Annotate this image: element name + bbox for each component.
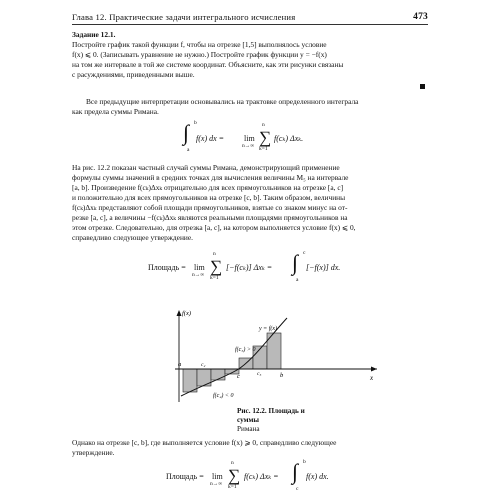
integral-lower-limit: a (187, 147, 190, 153)
para2-line-7: этом отрезке. Следовательно, для отрезка [a, c], на котором выполняется условие f(x) ⩽ 0, (72, 223, 356, 232)
riemann-rect-1 (183, 369, 197, 392)
eq3-label: Площадь = (166, 472, 204, 481)
para2-line-2: формулы суммы значений в средних точках для вычисления величины M₅ на интервале (72, 173, 349, 182)
tick-b-label: b (280, 372, 284, 379)
task-line-2: f(x) ⩽ 0. (Записывать уравнение не нужно.) Постройте график функции y = −f(x) (72, 50, 327, 59)
eq3-sum-bottom: k=1 (228, 484, 237, 490)
integral-upper-limit: b (194, 120, 197, 126)
task-title: Задание 12.1. (72, 30, 116, 39)
eq1-rhs: f(cₖ) Δxₖ. (274, 134, 304, 143)
para2-line-5: f(cₖ)Δxₖ представляют собой площади прямоугольников, взятые со знаком минус на от- (72, 203, 348, 212)
eq3-body: f(cₖ) Δxₖ = (244, 472, 279, 481)
eq1-sum-top: n (262, 122, 265, 128)
y-axis-arrow (177, 310, 182, 316)
eq2-sum-bottom: k=1 (210, 275, 219, 281)
positive-value-label: f(c₅) > 0 (235, 347, 256, 353)
para1-line-2: как предела суммы Римана. (72, 107, 159, 116)
sigma-sign: ∑ (210, 257, 223, 276)
eq3-lim-sub: n→∞ (210, 481, 223, 487)
task-line-3: на том же интервале в той же системе координат. Объясните, как эти рисунки связаны (72, 60, 344, 69)
eq3-int-bottom: c (296, 486, 299, 492)
running-header (72, 12, 428, 22)
eq2-lim-sub: n→∞ (192, 272, 205, 278)
y-axis-label: f(x) (182, 310, 192, 317)
eq1-lhs: f(x) dx = (196, 134, 225, 143)
sigma-sign: ∑ (228, 466, 241, 485)
tick-a-label: a (178, 361, 182, 368)
curve-label: y = f(x) (259, 326, 278, 332)
para2-line-1: На рис. 12.2 показан частный случай суммы Римана, демонстрирующий применение (72, 163, 340, 172)
sigma-sign: ∑ (259, 128, 272, 147)
para3-line-1: Однако на отрезке [c, b], где выполняется условие f(x) ⩾ 0, справедливо следующее (72, 438, 337, 447)
integral-sign: ∫ (292, 459, 299, 484)
eq1-lim-sub: n→∞ (242, 143, 255, 149)
tick-c2-label: c₂ (201, 362, 206, 368)
eq3-lim: lim (212, 472, 223, 481)
para2-line-3: [a, b]. Произведение f(cₖ)Δxₖ отрицательно для всех прямоугольников на отрезке [a, c] (72, 183, 344, 192)
page-number: 473 (413, 12, 428, 22)
x-axis-label: x (370, 374, 374, 382)
header-rule (72, 24, 428, 25)
integral-sign: ∫ (183, 120, 190, 145)
caption-line-2: Римана (237, 425, 260, 433)
eq2-lim: lim (194, 263, 205, 272)
eq1-sum-bottom: k=1 (259, 146, 268, 152)
figure-caption (237, 407, 327, 434)
task-line-4: с расуждениями, приведенными выше. (72, 70, 195, 79)
chapter-title: Глава 12. Практические задачи интегрального исчисления (72, 12, 296, 22)
riemann-rect-3 (211, 369, 225, 380)
x-axis-arrow (371, 367, 377, 372)
negative-value-label: f(c₂) < 0 (213, 393, 234, 399)
eq2-int-top: c (303, 250, 306, 256)
eq3-sum-top: n (231, 460, 234, 466)
eq3-rhs: f(x) dx. (306, 472, 329, 481)
task-line-1: Постройте график такой функции f, чтобы на отрезке [1,5] выполнялось условие (72, 40, 327, 49)
para1-line-1: Все предыдущие интерпретации основывались на трактовке определенного интеграла (86, 97, 359, 106)
end-of-task-marker (420, 84, 425, 89)
eq1-lim: lim (244, 134, 255, 143)
caption-line-1: Рис. 12.2. Площадь и суммы (237, 407, 305, 424)
eq2-int-bottom: a (296, 277, 299, 283)
tick-c-label: c (237, 373, 240, 380)
eq2-sum-top: n (213, 251, 216, 257)
integral-sign: ∫ (292, 250, 299, 275)
eq2-body: [−f(cₖ)] Δxₖ = (226, 263, 273, 272)
eq3-int-top: b (303, 459, 306, 465)
para2-line-6: резке [a, c], а величины −f(cₖ)Δxₖ являются реальными площадями прямоугольников на (72, 213, 348, 222)
riemann-sum-figure (155, 306, 381, 404)
para2-line-8: справедливо следующее утверждение. (72, 233, 193, 242)
eq2-label: Площадь = (148, 263, 186, 272)
para3-line-2: утверждение. (72, 448, 115, 457)
tick-c5-label: c₅ (257, 371, 262, 377)
para2-line-4: и положительно для всех прямоугольников на отрезке [c, b]. Таким образом, величины (72, 193, 346, 202)
eq2-rhs: [−f(x)] dx. (306, 263, 341, 272)
